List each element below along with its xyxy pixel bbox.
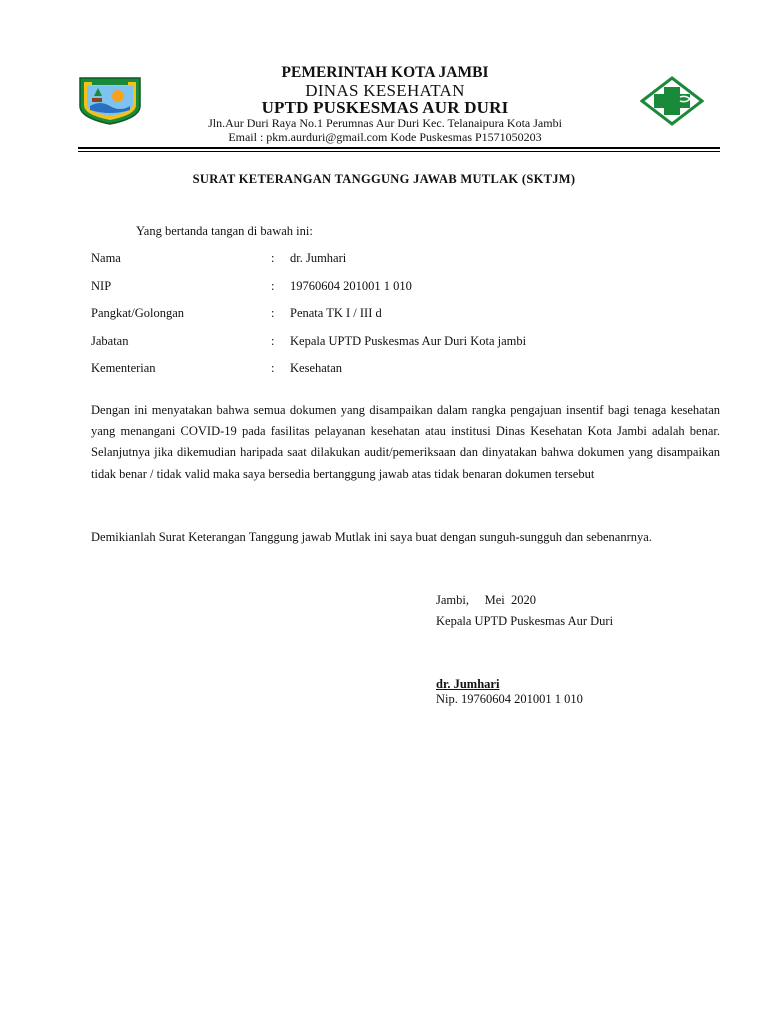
field-value-kementerian: Kesehatan: [290, 361, 343, 375]
puskesmas-cross-logo-icon: [640, 76, 704, 126]
statement-paragraph: Dengan ini menyatakan bahwa semua dokumen yang disampaikan dalam rangka pengajuan insentif bagi tenaga kesehatan yang menangani COVID-19 pada fasilitas pelayanan kesehatan atau institusi Dinas Kesehatan Kota Jambi adalah benar. Selanjutnya jika dikemudian haripada saat dilakukan audit/pemeriksaan dan dinyatakan bahwa dokumen yang disampaikan tidak benar / tidak valid maka saya bersedia bertanggung jawab atas tidak benaran dokumen tersebut: [91, 403, 720, 481]
field-label-jabatan: Jabatan: [91, 334, 129, 348]
field-label-nama: Nama: [91, 251, 121, 265]
field-value-nip: 19760604 201001 1 010: [290, 279, 412, 293]
header-contact: Email : pkm.aurduri@gmail.com Kode Puskesmas P1571050203: [228, 130, 542, 144]
field-label-nip: NIP: [91, 279, 112, 293]
signature-name: dr. Jumhari: [436, 677, 500, 691]
header-institution: UPTD PUSKESMAS AUR DURI: [261, 98, 509, 117]
header-government: PEMERINTAH KOTA JAMBI: [281, 64, 489, 81]
document-title: SURAT KETERANGAN TANGGUNG JAWAB MUTLAK (SKTJM): [192, 172, 576, 186]
field-colon: :: [271, 251, 275, 265]
header-divider-thick: [78, 147, 720, 149]
field-colon: :: [271, 279, 275, 293]
field-label-pangkat: Pangkat/Golongan: [91, 306, 185, 320]
field-value-pangkat: Penata TK I / III d: [290, 306, 382, 320]
field-label-kementerian: Kementerian: [91, 361, 156, 375]
field-colon: :: [271, 361, 275, 375]
header-address: Jln.Aur Duri Raya No.1 Perumnas Aur Duri Kec. Telanaipura Kota Jambi: [208, 116, 562, 130]
field-value-jabatan: Kepala UPTD Puskesmas Aur Duri Kota jambi: [290, 334, 527, 348]
closing-paragraph: Demikianlah Surat Keterangan Tanggung jawab Mutlak ini saya buat dengan sunguh-sungguh dan sebenanrnya.: [91, 530, 652, 544]
header-department: DINAS KESEHATAN: [305, 81, 465, 100]
field-colon: :: [271, 306, 275, 320]
signature-position: Kepala UPTD Puskesmas Aur Duri: [436, 614, 614, 628]
signature-place-date: Jambi, Mei 2020: [436, 593, 536, 607]
kota-jambi-emblem-icon: [78, 76, 142, 126]
field-value-nama: dr. Jumhari: [290, 251, 347, 265]
signature-nip: Nip. 19760604 201001 1 010: [436, 692, 583, 706]
header-divider-thin: [78, 151, 720, 152]
field-colon: :: [271, 334, 275, 348]
intro-text: Yang bertanda tangan di bawah ini:: [136, 224, 313, 238]
